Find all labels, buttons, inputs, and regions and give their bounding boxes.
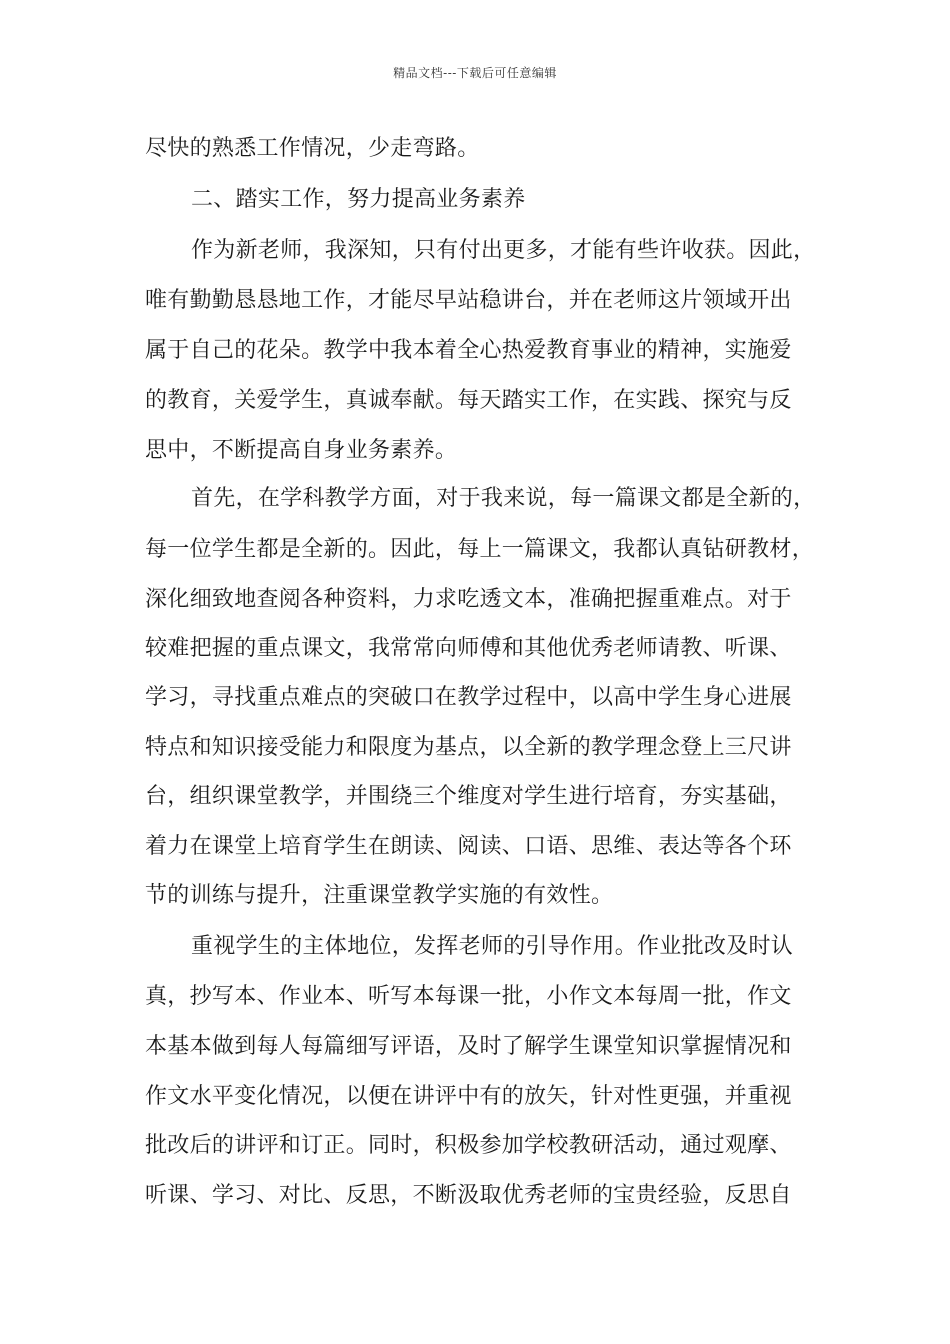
text-line: 节的训练与提升，注重课堂教学实施的有效性。 — [145, 883, 614, 908]
text-line: 批改后的讲评和订正。同时，积极参加学校教研活动，通过观摩、 — [145, 1133, 792, 1158]
text-line: 较难把握的重点课文，我常常向师傅和其他优秀老师请教、听课、 — [145, 636, 792, 661]
text-line: 属于自己的花朵。教学中我本着全心热爱教育事业的精神，实施爱 — [145, 338, 792, 363]
text-line: 的教育，关爱学生，真诚奉献。每天踏实工作，在实践、探究与反 — [145, 388, 792, 413]
text-line: 尽快的熟悉工作情况，少走弯路。 — [145, 136, 480, 161]
section-heading: 二、踏实工作，努力提高业务素养 — [191, 187, 526, 212]
text-line: 思中，不断提高自身业务素养。 — [145, 438, 458, 463]
text-line: 本基本做到每人每篇细写评语，及时了解学生课堂知识掌握情况和 — [145, 1034, 792, 1059]
text-line: 作为新老师，我深知，只有付出更多，才能有些许收获。因此， — [191, 238, 816, 263]
text-line: 特点和知识接受能力和限度为基点，以全新的教学理念登上三尺讲 — [145, 735, 792, 760]
text-line: 重视学生的主体地位，发挥老师的引导作用。作业批改及时认 — [191, 934, 794, 959]
text-line: 唯有勤勤恳恳地工作，才能尽早站稳讲台，并在老师这片领域开出 — [145, 288, 792, 313]
text-line: 首先，在学科教学方面，对于我来说，每一篇课文都是全新的， — [191, 486, 816, 511]
text-line: 学习，寻找重点难点的突破口在教学过程中，以高中学生身心进展 — [145, 685, 792, 710]
text-line: 听课、学习、对比、反思，不断汲取优秀老师的宝贵经验，反思自 — [145, 1183, 792, 1208]
text-line: 台，组织课堂教学，并围绕三个维度对学生进行培育，夯实基础， — [145, 784, 792, 809]
text-line: 作文水平变化情况，以便在讲评中有的放矢，针对性更强，并重视 — [145, 1084, 792, 1109]
text-line: 着力在课堂上培育学生在朗读、阅读、口语、思维、表达等各个环 — [145, 834, 792, 859]
page-header: 精品文档---下载后可任意编辑 — [393, 66, 557, 80]
text-line: 真，抄写本、作业本、听写本每课一批，小作文本每周一批，作文 — [145, 984, 792, 1009]
text-line: 每一位学生都是全新的。因此，每上一篇课文，我都认真钻研教材， — [145, 537, 815, 562]
text-line: 深化细致地查阅各种资料，力求吃透文本，准确把握重难点。对于 — [145, 587, 792, 612]
